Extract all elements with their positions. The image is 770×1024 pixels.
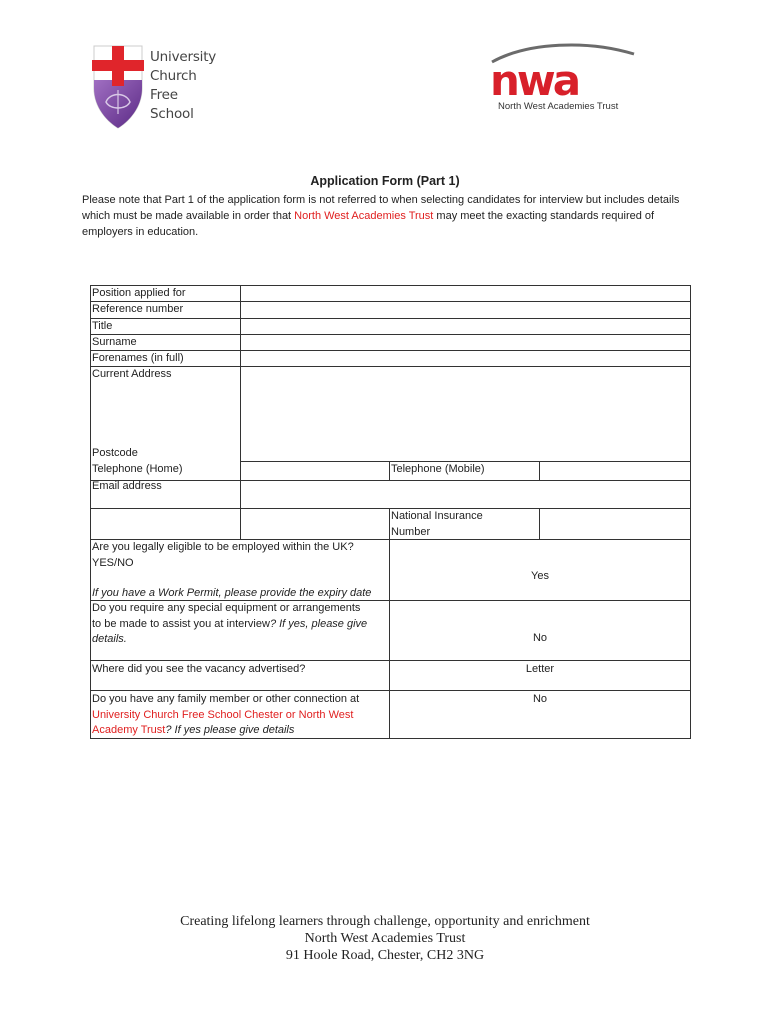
intro-text: Please note that Part 1 of the application form is not referred to when selecting candidates for interview but includes details which must be made available in order that bbox=[82, 194, 680, 222]
label-national-insurance bbox=[391, 509, 483, 540]
label-position: Position applied for bbox=[92, 287, 186, 299]
question-eligibility bbox=[92, 540, 388, 571]
ucfs-line: Free bbox=[150, 87, 178, 103]
intro-trust-name: North West Academies Trust bbox=[294, 210, 434, 222]
label-telephone-home: Telephone (Home) bbox=[92, 463, 183, 475]
ucfs-line: School bbox=[150, 106, 194, 122]
question-text: Academy Trust bbox=[92, 724, 166, 736]
question-work-permit: If you have a Work Permit, please provide the expiry date bbox=[92, 587, 372, 599]
question-text: Do you have any family member or other connection at bbox=[92, 693, 360, 705]
column-divider bbox=[389, 508, 390, 539]
table-border bbox=[690, 285, 691, 739]
page-footer bbox=[0, 913, 770, 964]
ucfs-logo bbox=[88, 44, 223, 132]
footer-tagline: Creating lifelong learners through challenge, opportunity and enrichment bbox=[180, 914, 590, 929]
application-form-table bbox=[90, 285, 691, 739]
answer-equipment: No bbox=[532, 632, 548, 644]
row-divider bbox=[90, 660, 691, 661]
ucfs-line: Church bbox=[150, 68, 197, 84]
label-telephone-mobile: Telephone (Mobile) bbox=[391, 463, 485, 475]
question-text: YES/NO bbox=[92, 556, 134, 569]
nwa-logo bbox=[488, 40, 638, 120]
question-equipment bbox=[92, 601, 388, 648]
footer-address: 91 Hoole Road, Chester, CH2 3NG bbox=[285, 948, 485, 963]
label-address: Current Address bbox=[92, 368, 172, 380]
answer-vacancy: Letter bbox=[525, 663, 555, 675]
question-family-connection bbox=[92, 692, 388, 739]
label-forenames: Forenames (in full) bbox=[92, 352, 184, 364]
answer-family-connection: No bbox=[532, 693, 548, 705]
row-divider bbox=[90, 508, 240, 509]
table-border bbox=[90, 285, 91, 739]
row-divider bbox=[90, 480, 691, 481]
nwa-mark-icon bbox=[488, 40, 638, 100]
question-text: to be made to assist you at interview bbox=[92, 617, 270, 630]
label-email: Email address bbox=[92, 480, 162, 492]
row-divider bbox=[90, 318, 691, 319]
column-divider bbox=[539, 508, 540, 539]
question-text: ? If yes, please give bbox=[269, 617, 368, 630]
label-surname: Surname bbox=[92, 336, 137, 348]
question-text: details. bbox=[92, 633, 127, 645]
ni-line: National Insurance bbox=[391, 510, 483, 522]
question-text: Are you legally eligible to be employed within the UK? bbox=[92, 541, 354, 553]
label-postcode: Postcode bbox=[92, 447, 138, 459]
label-reference: Reference number bbox=[92, 303, 184, 315]
form-title: Application Form (Part 1) bbox=[310, 174, 460, 188]
ucfs-line: University bbox=[150, 49, 217, 65]
ni-line: Number bbox=[391, 525, 431, 538]
nwa-subtitle: North West Academies Trust bbox=[498, 101, 619, 112]
question-vacancy: Where did you see the vacancy advertised? bbox=[92, 663, 306, 675]
question-text: Do you require any special equipment or arrangements bbox=[92, 602, 361, 614]
intro-paragraph bbox=[82, 192, 682, 240]
ucfs-shield-icon bbox=[88, 44, 148, 130]
nwa-mark-text: nwa bbox=[490, 56, 579, 100]
intro-text-end: may meet the exacting standards required of employers in education. bbox=[82, 210, 655, 238]
column-divider bbox=[389, 461, 390, 480]
column-divider bbox=[240, 285, 241, 539]
row-divider bbox=[90, 334, 691, 335]
footer-organisation: North West Academies Trust bbox=[304, 931, 466, 946]
answer-eligibility: Yes bbox=[531, 570, 549, 582]
row-divider bbox=[90, 690, 691, 691]
column-divider bbox=[539, 461, 540, 480]
label-title: Title bbox=[92, 320, 113, 332]
ucfs-wordmark bbox=[150, 48, 216, 124]
question-text: ? If yes please give details bbox=[165, 724, 295, 736]
question-text: University Church Free School Chester or North West bbox=[92, 708, 354, 721]
